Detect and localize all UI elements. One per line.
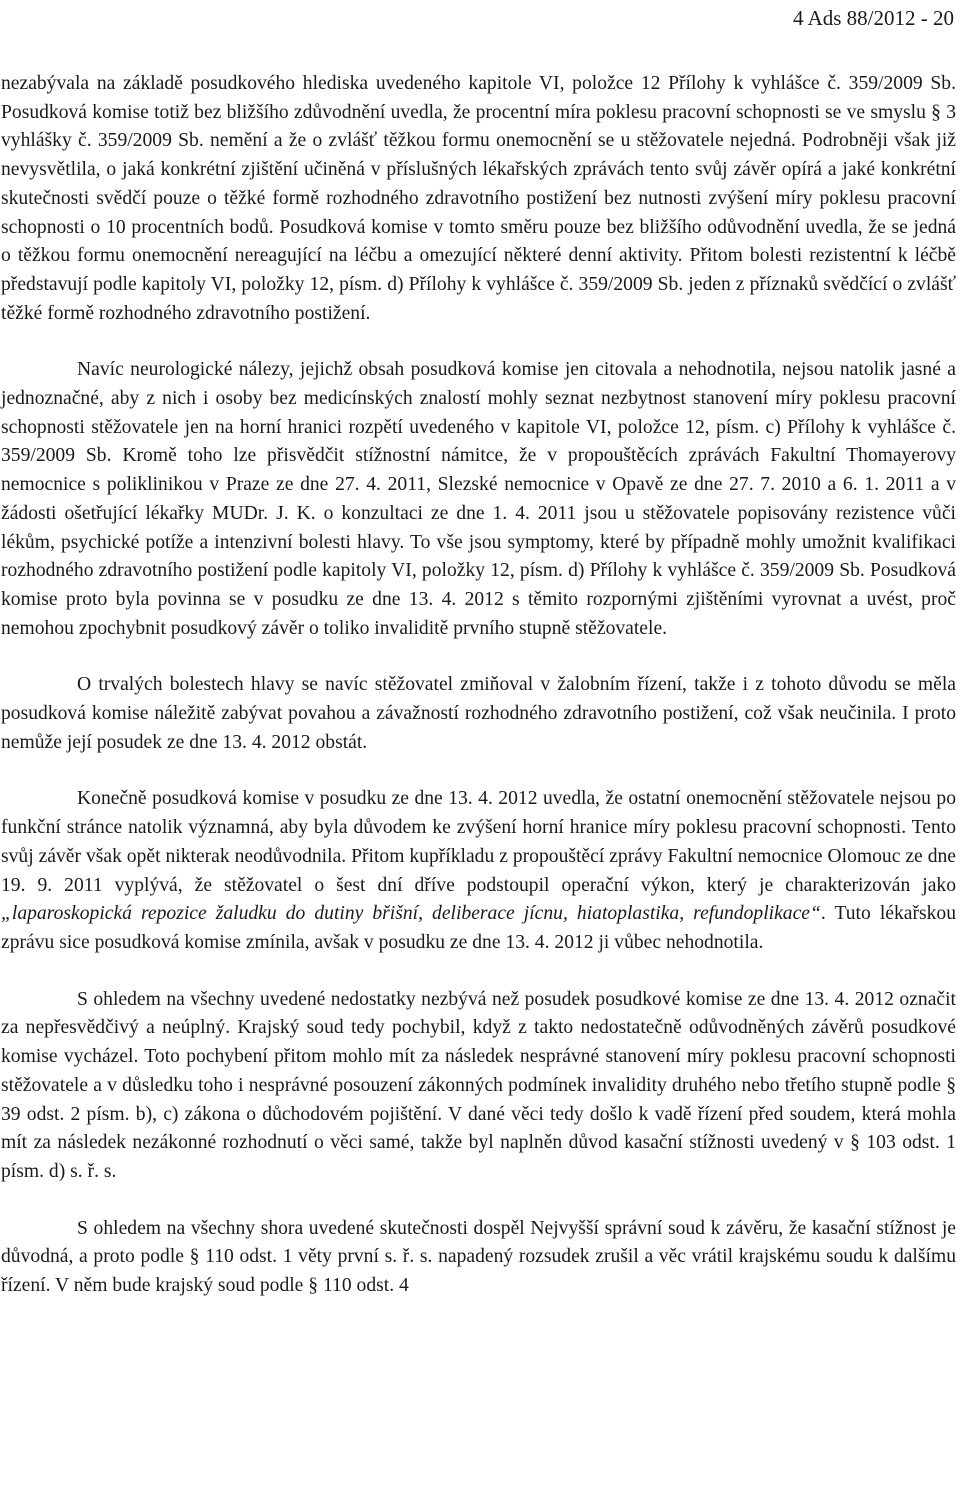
paragraph-gap xyxy=(1,958,956,986)
paragraph-2: Navíc neurologické nálezy, jejichž obsah posudková komise jen citovala a nehodnotila, nejsou natolik jasné a jednoznačné, aby z nich i osoby bez medicínských znalostí mohly seznat nezbytnost stanovení míry poklesu pracovní schopnosti stěžovatele jen na horní hranici rozpětí uvedeného v kapitole VI, položce 12, písm. c) Přílohy k vyhlášce č. 359/2009 Sb. Kromě toho lze přisvědčit stížnostní námitce, že v propouštěcích zprávách Fakultní Thomayerovy nemocnice s poliklinikou v Praze ze dne 27. 4. 2011, Slezské nemocnice v Opavě ze dne 27. 7. 2010 a 6. 1. 2011 a v žádosti ošetřující lékařky MUDr. J. K. o konzultaci ze dne 1. 4. 2011 jsou u stěžovatele popisovány rezistence vůči lékům, psychické potíže a intenzivní bolesti hlavy. To vše jsou symptomy, které by případně mohly umožnit kvalifikaci rozhodného zdravotního postižení podle kapitoly VI, položky 12, písm. d) Přílohy k vyhlášce č. 359/2009 Sb. Posudková komise proto byla povinna se v posudku ze dne 13. 4. 2012 s těmito rozpornými zjištěními vyrovnat a uvést, proč nemohou zpochybnit posudkový závěr o toliko invaliditě prvního stupně stěžovatele. xyxy=(1,359,956,639)
paragraph-gap xyxy=(1,757,956,785)
paragraph-gap xyxy=(1,1187,956,1215)
paragraph-3: O trvalých bolestech hlavy se navíc stěžovatel zmiňoval v žalobním řízení, takže i z tohoto důvodu se měla posudková komise náležitě zabývat povahou a závažností rozhodného zdravotního postižení, což však neučinila. I proto nemůže její posudek ze dne 13. 4. 2012 obstát. xyxy=(1,674,956,753)
paragraph-1: nezabývala na základě posudkového hlediska uvedeného kapitole VI, položce 12 Přílohy k vyhlášce č. 359/2009 Sb. Posudková komise totiž bez bližšího zdůvodnění uvedla, že procentní míra poklesu pracovní schopnosti se ve smyslu § 3 vyhlášky č. 359/2009 Sb. nemění a že o zvlášť těžkou formu onemocnění se u stěžovatele nejedná. Podrobněji však již nevysvětlila, o jaká konkrétní zjištění učiněná v příslušných lékařských zprávách tento svůj závěr opírá a jaké konkrétní skutečnosti svědčí pouze o těžké formě rozhodného zdravotního postižení bez nutnosti zvýšení míry poklesu pracovní schopnosti o 10 procentních bodů. Posudková komise v tomto směru pouze bez bližšího odůvodnění uvedla, že se jedná o těžkou formu onemocnění nereagující na léčbu a omezující některé denní aktivity. Přitom bolesti rezistentní k léčbě představují podle kapitoly VI, položky 12, písm. d) Přílohy k vyhlášce č. 359/2009 Sb. jeden z příznaků svědčící o zvlášť těžké formě rozhodného zdravotního postižení. xyxy=(1,73,956,324)
paragraph-4-text-before: Konečně posudková komise v posudku ze dne 13. 4. 2012 uvedla, že ostatní onemocnění stěžovatele nejsou po funkční stránce natolik významná, aby byla důvodem ke zvýšení horní hranice míry poklesu pracovní schopnosti. Tento svůj závěr však opět nikterak neodůvodnila. Přitom kupříkladu z propouštěcí zprávy Fakultní nemocnice Olomouc ze dne 19. 9. 2011 vyplývá, že stěžovatel o šest dní dříve podstoupil operační výkon, který je charakterizován jako xyxy=(1,788,956,896)
paragraph-4 xyxy=(1,785,956,957)
case-reference-header: 4 Ads 88/2012 - 20 xyxy=(792,6,954,30)
document-body xyxy=(1,70,956,1301)
paragraph-4-italic-quote: „laparoskopická repozice žaludku do dutiny břišní, deliberace jícnu, hiatoplastika, refundoplikace“ xyxy=(1,903,821,925)
paragraph-5: S ohledem na všechny uvedené nedostatky nezbývá než posudek posudkové komise ze dne 13. 4. 2012 označit za nepřesvědčivý a neúplný. Krajský soud tedy pochybil, když z takto nedostatečně odůvodněných závěrů posudkové komise vycházel. Toto pochybení přitom mohlo mít za následek nesprávné stanovení míry poklesu pracovní schopnosti stěžovatele a v důsledku toho i nesprávné posouzení zákonných podmínek invalidity druhého nebo třetího stupně podle § 39 odst. 2 písm. b), c) zákona o důchodovém pojištění. V dané věci tedy došlo k vadě řízení před soudem, která mohla mít za následek nezákonné rozhodnutí o věci samé, takže byl naplněn důvod kasační stížnosti uvedený v § 103 odst. 1 písm. d) s. ř. s. xyxy=(1,988,956,1182)
paragraph-gap xyxy=(1,328,956,356)
paragraph-4-text-after: . Tuto lékařskou zprávu sice posudková komise zmínila, avšak v posudku ze dne 13. 4. 2012 ji vůbec nehodnotila. xyxy=(1,903,957,953)
paragraph-gap xyxy=(1,643,956,671)
paragraph-6: S ohledem na všechny shora uvedené skutečnosti dospěl Nejvyšší správní soud k závěru, že kasační stížnost je důvodná, a proto podle § 110 odst. 1 věty první s. ř. s. napadený rozsudek zrušil a věc vrátil krajskému soudu k dalšímu řízení. V něm bude krajský soud podle § 110 odst. 4 xyxy=(1,1217,956,1297)
